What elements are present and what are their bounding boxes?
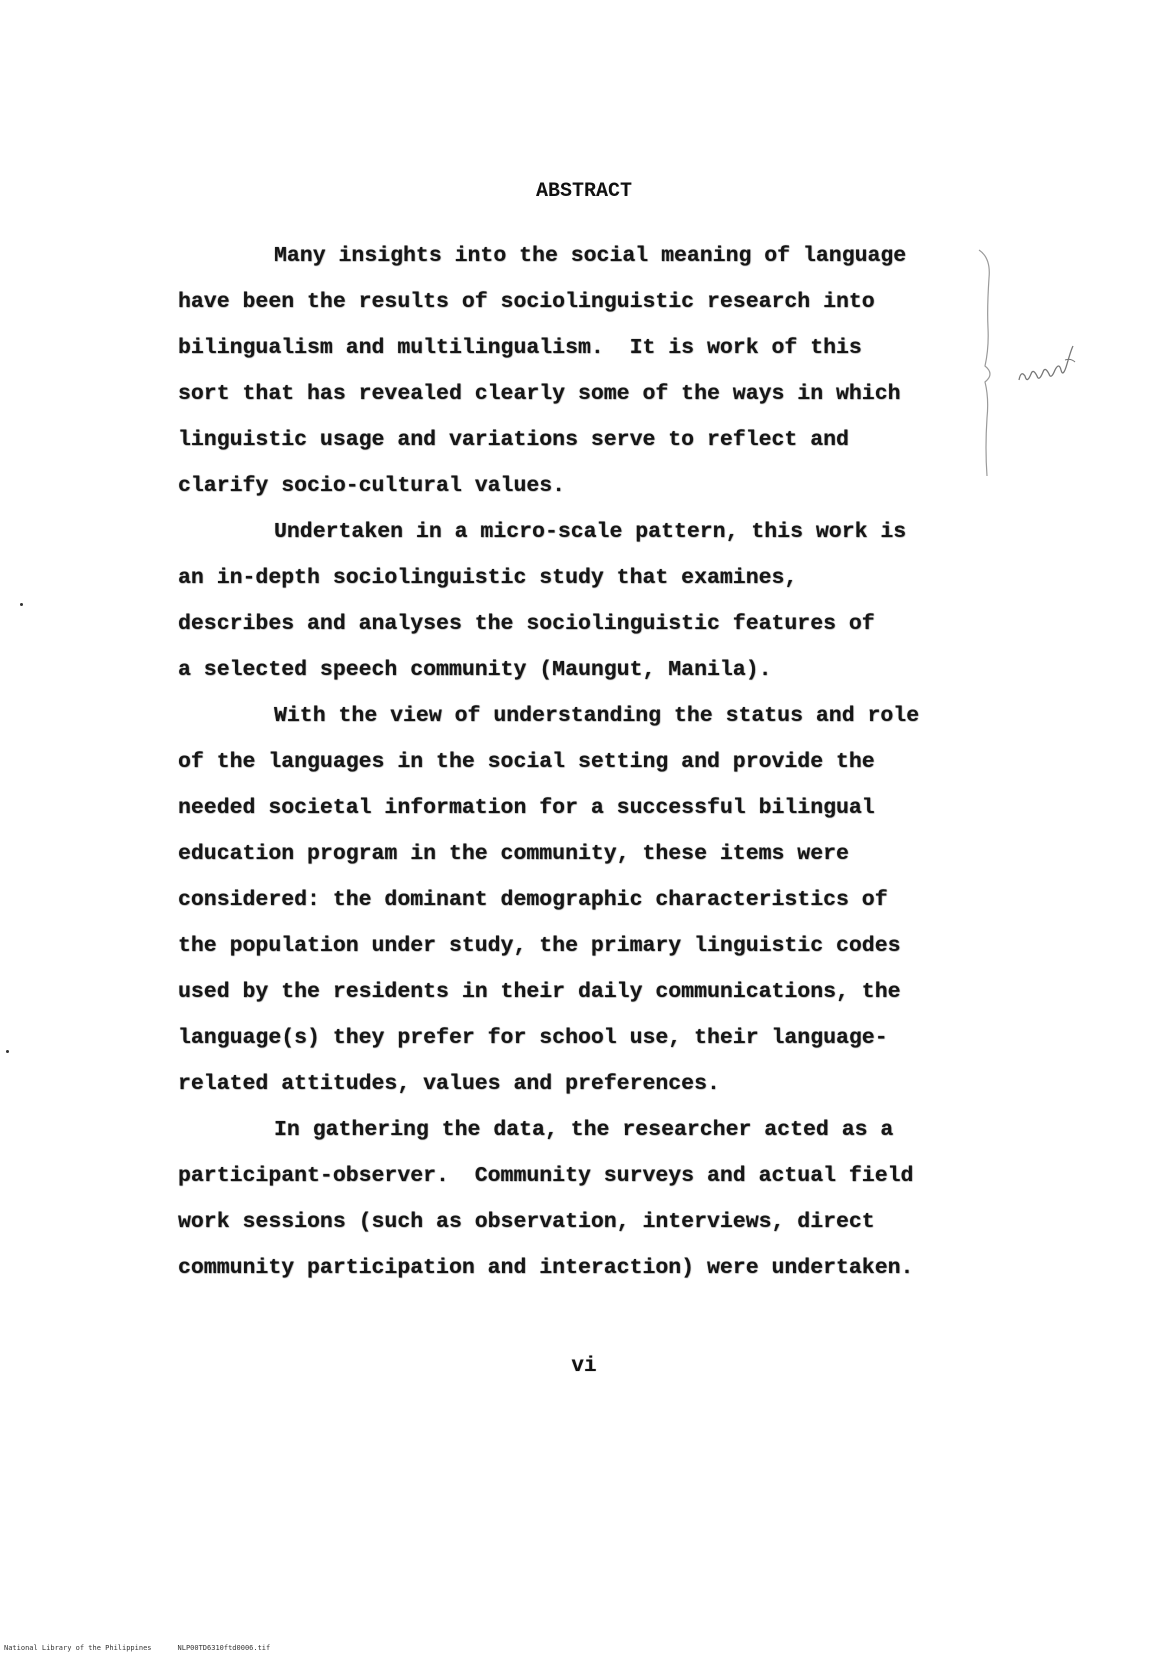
text-line: work sessions (such as observation, interviews, direct (178, 1210, 875, 1234)
abstract-body (178, 233, 988, 1291)
margin-bracket-icon (975, 248, 1005, 478)
text-line: With the view of understanding the status and role (274, 704, 920, 728)
text-line: In gathering the data, the researcher acted as a (274, 1118, 894, 1142)
text-line: community participation and interaction) were undertaken. (178, 1256, 914, 1280)
file-label: NLP00TD6310ftd0006.tif (177, 1644, 271, 1652)
text-line: participant-observer. Community surveys and actual field (178, 1164, 914, 1188)
scan-speck (6, 1050, 9, 1053)
text-line: an in-depth sociolinguistic study that examines, (178, 566, 798, 590)
text-line: considered: the dominant demographic characteristics of (178, 888, 888, 912)
library-label: National Library of the Philippines (4, 1644, 152, 1652)
text-line: of the languages in the social setting and provide the (178, 750, 875, 774)
scan-speck (20, 603, 23, 606)
scan-footer (4, 1644, 296, 1652)
text-line: needed societal information for a successful bilingual (178, 796, 875, 820)
text-line: Many insights into the social meaning of language (274, 244, 907, 268)
text-line: a selected speech community (Maungut, Manila). (178, 658, 772, 682)
text-line: linguistic usage and variations serve to reflect and (178, 428, 849, 452)
text-line: clarify socio-cultural values. (178, 474, 566, 498)
text-line: Undertaken in a micro-scale pattern, this work is (274, 520, 907, 544)
text-line: have been the results of sociolinguistic research into (178, 290, 875, 314)
text-line: language(s) they prefer for school use, their language- (178, 1026, 888, 1050)
text-line: education program in the community, these items were (178, 842, 849, 866)
handwritten-scribble-icon (1015, 340, 1085, 400)
document-title: ABSTRACT (535, 180, 632, 203)
text-line: describes and analyses the sociolinguistic features of (178, 612, 875, 636)
text-line: sort that has revealed clearly some of the ways in which (178, 382, 901, 406)
text-line: related attitudes, values and preferences. (178, 1072, 720, 1096)
text-line: the population under study, the primary linguistic codes (178, 934, 901, 958)
page-number: vi (571, 1355, 597, 1378)
text-line: bilingualism and multilingualism. It is work of this (178, 336, 862, 360)
text-line: used by the residents in their daily communications, the (178, 980, 901, 1004)
